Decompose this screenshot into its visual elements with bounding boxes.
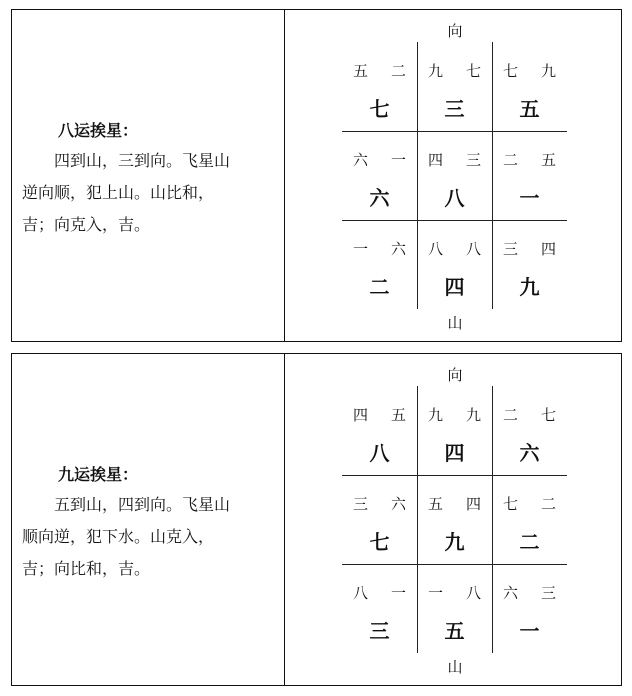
description-line: 吉；向克入，吉。 (22, 215, 151, 234)
mountain-star: 一 (427, 584, 443, 602)
nine-palace-grid (342, 42, 567, 309)
description-line: 逆向顺，犯上山。山比和， (22, 183, 215, 202)
mountain-star: 二 (502, 406, 518, 424)
period-star: 一 (519, 186, 540, 210)
mountain-star: 九 (427, 62, 443, 80)
period-star: 四 (444, 275, 465, 299)
palace-cell (417, 42, 492, 131)
palace-cell (417, 475, 492, 564)
description-line: 顺向逆，犯下水。山克入， (22, 527, 215, 546)
period-star: 五 (444, 619, 465, 643)
palace-cell (342, 42, 417, 131)
facing-star: 二 (390, 62, 406, 80)
mountain-star: 九 (427, 406, 443, 424)
description-column (12, 354, 285, 685)
facing-star: 九 (540, 62, 556, 80)
palace-cell (417, 564, 492, 653)
facing-label: 向 (447, 366, 463, 384)
mountain-label: 山 (447, 658, 463, 676)
period-star: 九 (444, 530, 465, 554)
mountain-star: 三 (352, 495, 368, 513)
period-star: 五 (519, 97, 540, 121)
palace-cell (492, 475, 567, 564)
facing-label: 向 (447, 22, 463, 40)
palace-cell (492, 564, 567, 653)
panel-heading: 八运挨星： (58, 121, 139, 140)
description-column (12, 10, 285, 341)
palace-cell (417, 220, 492, 309)
period-star: 六 (369, 186, 390, 210)
period-star: 四 (444, 441, 465, 465)
period-star: 三 (369, 619, 390, 643)
palace-cell (342, 131, 417, 220)
mountain-star: 四 (352, 406, 368, 424)
flying-star-chart (285, 354, 621, 685)
palace-cell (417, 386, 492, 475)
facing-star: 三 (465, 151, 481, 169)
mountain-star: 三 (502, 240, 518, 258)
mountain-star: 七 (502, 495, 518, 513)
facing-star: 九 (465, 406, 481, 424)
panel-heading: 九运挨星： (58, 465, 139, 484)
mountain-star: 五 (427, 495, 443, 513)
period-star: 八 (369, 441, 390, 465)
palace-cell (492, 220, 567, 309)
palace-cell (342, 386, 417, 475)
facing-star: 六 (390, 240, 406, 258)
palace-cell (492, 131, 567, 220)
mountain-label: 山 (447, 314, 463, 332)
facing-star: 二 (540, 495, 556, 513)
facing-star: 三 (540, 584, 556, 602)
palace-cell (417, 131, 492, 220)
facing-star: 一 (390, 584, 406, 602)
flying-star-chart (285, 10, 621, 341)
mountain-star: 七 (502, 62, 518, 80)
facing-star: 八 (465, 584, 481, 602)
description-line: 四到山，三到向。飞星山 (54, 151, 231, 170)
palace-cell (492, 386, 567, 475)
panel-ninth-period (11, 353, 622, 686)
mountain-star: 六 (352, 151, 368, 169)
mountain-star: 八 (352, 584, 368, 602)
mountain-star: 八 (427, 240, 443, 258)
mountain-star: 四 (427, 151, 443, 169)
period-star: 一 (519, 619, 540, 643)
panel-eighth-period (11, 9, 622, 342)
facing-star: 一 (390, 151, 406, 169)
period-star: 七 (369, 530, 390, 554)
palace-cell (342, 220, 417, 309)
palace-cell (342, 564, 417, 653)
description-line: 吉；向比和，吉。 (22, 559, 151, 578)
palace-cell (492, 42, 567, 131)
period-star: 六 (519, 441, 540, 465)
facing-star: 八 (465, 240, 481, 258)
period-star: 九 (519, 275, 540, 299)
period-star: 二 (519, 530, 540, 554)
period-star: 七 (369, 97, 390, 121)
period-star: 八 (444, 186, 465, 210)
mountain-star: 二 (502, 151, 518, 169)
facing-star: 五 (540, 151, 556, 169)
facing-star: 六 (390, 495, 406, 513)
period-star: 三 (444, 97, 465, 121)
mountain-star: 五 (352, 62, 368, 80)
palace-cell (342, 475, 417, 564)
description-line: 五到山，四到向。飞星山 (54, 495, 231, 514)
facing-star: 七 (465, 62, 481, 80)
facing-star: 五 (390, 406, 406, 424)
facing-star: 四 (465, 495, 481, 513)
mountain-star: 一 (352, 240, 368, 258)
facing-star: 七 (540, 406, 556, 424)
period-star: 二 (369, 275, 390, 299)
nine-palace-grid (342, 386, 567, 653)
facing-star: 四 (540, 240, 556, 258)
mountain-star: 六 (502, 584, 518, 602)
